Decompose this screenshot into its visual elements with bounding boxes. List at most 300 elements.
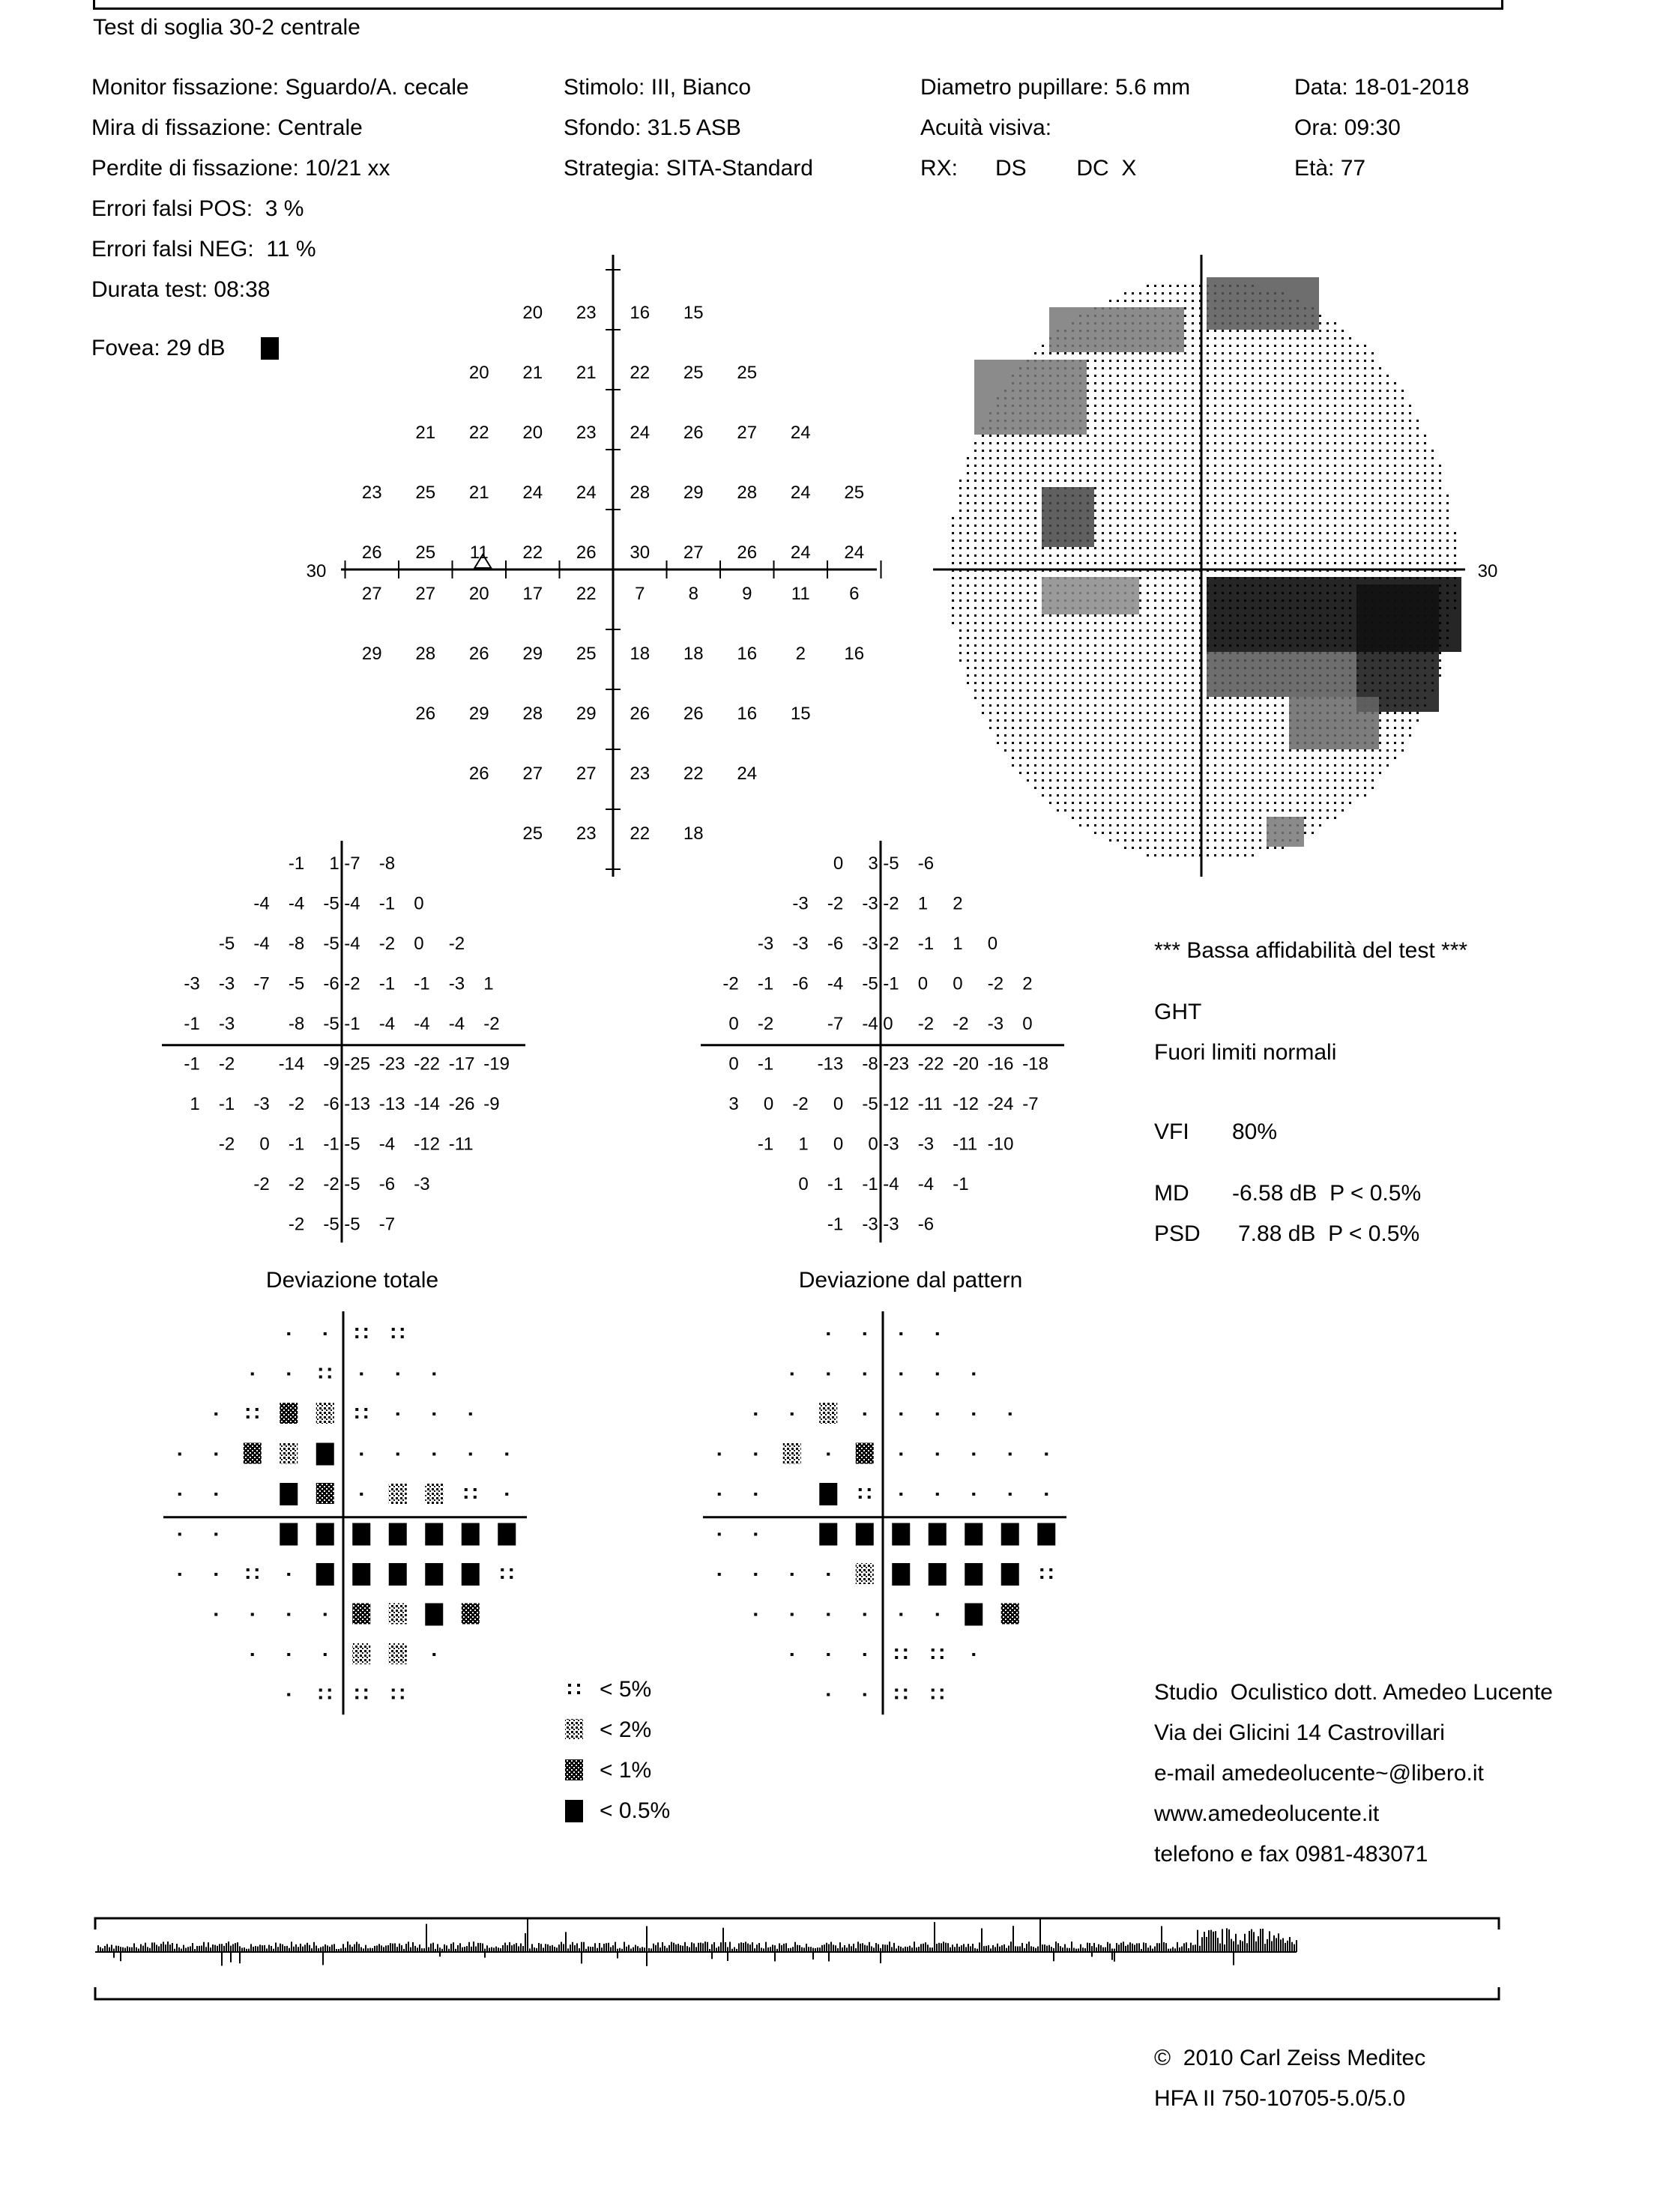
total-deviation-prob-symbol	[256, 1568, 259, 1571]
gaze-bar	[671, 1942, 672, 1952]
threshold-value: 25	[844, 483, 865, 503]
pattern-deviation-value: -2	[883, 893, 899, 914]
gaze-bar	[1080, 1944, 1081, 1952]
total-deviation-prob-symbol	[465, 1496, 468, 1499]
gaze-bar	[151, 1942, 153, 1952]
total-deviation-value: -4	[253, 934, 270, 954]
legend-symbol-p5	[577, 1684, 580, 1687]
gaze-bar	[1109, 1944, 1111, 1952]
total-deviation-value: -2	[218, 1134, 235, 1155]
pattern-deviation-prob-symbol	[895, 1696, 898, 1699]
gaze-bar	[624, 1941, 625, 1952]
pattern-deviation-value: -4	[862, 1014, 878, 1034]
total-deviation-prob-symbol	[328, 1696, 331, 1699]
gaze-bar	[277, 1947, 279, 1952]
gaze-bar	[340, 1948, 342, 1952]
gaze-bar-down	[322, 1952, 324, 1965]
gaze-bar	[864, 1945, 866, 1952]
pattern-deviation-value: -6	[827, 934, 844, 954]
gaze-bar	[828, 1944, 830, 1952]
total-deviation-value: -5	[323, 893, 339, 914]
total-deviation-value: -3	[414, 1174, 430, 1194]
gaze-bar	[491, 1947, 492, 1952]
gaze-bar	[500, 1948, 501, 1952]
gaze-bar	[320, 1947, 322, 1952]
gaze-bar	[217, 1946, 218, 1952]
gaze-bar-down	[120, 1952, 121, 1961]
threshold-value: 26	[683, 704, 704, 724]
pattern-deviation-value: -18	[1022, 1054, 1048, 1075]
total-deviation-prob-symbol	[319, 1696, 322, 1699]
gaze-bar	[446, 1945, 447, 1952]
pattern-deviation-prob-symbol	[936, 1412, 939, 1415]
gaze-bar	[230, 1946, 232, 1952]
gaze-bar	[307, 1943, 308, 1952]
gaze-bar	[779, 1943, 780, 1952]
gaze-bar	[1296, 1940, 1297, 1952]
gaze-bar	[1134, 1945, 1135, 1952]
gaze-bar	[1105, 1947, 1106, 1952]
total-deviation-prob-symbol	[280, 1523, 298, 1546]
gaze-bar-down	[484, 1952, 486, 1958]
total-deviation-prob-symbol	[469, 1453, 472, 1456]
gaze-bar	[606, 1943, 607, 1952]
gaze-bar	[1183, 1943, 1185, 1952]
pattern-deviation-value: -6	[917, 853, 935, 874]
gaze-bar-down	[617, 1952, 618, 1958]
gaze-bar	[549, 1946, 551, 1952]
gaze-bar	[228, 1941, 229, 1952]
gaze-bar	[475, 1947, 477, 1952]
threshold-value: 29	[468, 704, 489, 724]
gaze-bar	[896, 1948, 897, 1952]
gaze-bar	[291, 1941, 292, 1952]
gaze-bar	[226, 1943, 227, 1952]
total-deviation-prob-symbol	[392, 1696, 395, 1699]
total-deviation-prob-symbol	[401, 1689, 404, 1692]
total-deviation-prob-symbol	[328, 1689, 331, 1692]
pattern-deviation-value: -2	[987, 973, 1004, 994]
gaze-bar	[538, 1943, 540, 1952]
gaze-bar	[203, 1942, 205, 1952]
gaze-bar	[516, 1943, 517, 1952]
total-deviation-prob-symbol	[425, 1483, 443, 1504]
gaze-bar	[511, 1945, 513, 1952]
threshold-value: 26	[630, 704, 651, 724]
gaze-bar	[1215, 1931, 1216, 1952]
threshold-value: 16	[737, 644, 758, 664]
gaze-bar	[677, 1944, 679, 1952]
pattern-deviation-prob-symbol	[936, 1493, 939, 1496]
pattern-deviation-prob-symbol	[941, 1656, 944, 1659]
total-deviation-prob-symbol	[280, 1403, 298, 1424]
total-deviation-prob-symbol	[178, 1493, 181, 1496]
total-deviation-value: -8	[288, 934, 305, 954]
gaze-bar	[700, 1942, 701, 1952]
gaze-bar	[581, 1942, 582, 1952]
visual-acuity: Acuità visiva:	[920, 115, 1052, 140]
reliability-warning: *** Bassa affidabilità del test ***	[1154, 938, 1468, 963]
gaze-bar	[698, 1943, 699, 1952]
gaze-bar	[455, 1949, 456, 1952]
threshold-value: 24	[576, 483, 597, 503]
total-deviation-label: Deviazione totale	[265, 1268, 439, 1293]
gaze-bar	[358, 1944, 360, 1952]
gaze-bar	[498, 1947, 499, 1952]
gaze-bar	[979, 1942, 980, 1952]
gaze-bar	[1285, 1943, 1286, 1952]
gaze-bar	[1235, 1934, 1237, 1952]
gaze-bar-down	[727, 1952, 728, 1961]
pattern-deviation-value: -11	[917, 1094, 943, 1114]
gaze-bar	[360, 1947, 362, 1952]
gaze-bar	[342, 1944, 344, 1952]
total-deviation-prob-symbol	[389, 1483, 407, 1504]
gaze-bar	[552, 1945, 553, 1952]
ght-label: GHT	[1154, 1000, 1202, 1024]
threshold-value: 24	[522, 483, 543, 503]
strategy: Strategia: SITA-Standard	[564, 156, 813, 181]
pattern-deviation-prob-symbol	[1009, 1453, 1012, 1456]
pattern-deviation-prob-symbol	[972, 1453, 975, 1456]
gaze-bar	[129, 1947, 130, 1952]
total-deviation-value: -1	[323, 1134, 339, 1155]
pattern-deviation-prob-symbol	[1045, 1493, 1048, 1496]
total-deviation-prob-symbol	[352, 1643, 370, 1664]
gaze-bar	[1253, 1932, 1255, 1952]
gaze-bar	[754, 1948, 755, 1952]
gaze-bar	[1159, 1943, 1160, 1952]
gaze-bar	[628, 1945, 630, 1952]
gaze-bar	[1181, 1947, 1183, 1952]
threshold-value: 21	[415, 423, 436, 443]
clinic-phone: telefono e fax 0981-483071	[1154, 1842, 1428, 1867]
gaze-bar	[574, 1945, 576, 1952]
total-deviation-prob-symbol	[364, 1689, 367, 1692]
total-deviation-prob-symbol	[316, 1443, 334, 1466]
gaze-bar	[599, 1943, 600, 1952]
gaze-bar	[102, 1948, 103, 1952]
threshold-value: 18	[630, 644, 651, 664]
model-version: HFA II 750-10705-5.0/5.0	[1154, 2086, 1406, 2111]
total-deviation-value: -5	[344, 1214, 360, 1235]
grayscale-axis-label-right: 30	[1477, 561, 1498, 581]
total-deviation-value: -1	[218, 1094, 235, 1114]
gaze-bar	[1280, 1939, 1282, 1952]
gaze-bar	[194, 1949, 196, 1952]
threshold-value: 23	[576, 303, 597, 323]
gaze-bar	[295, 1944, 297, 1952]
gaze-bar	[932, 1947, 933, 1952]
pattern-deviation-value: 1	[798, 1134, 809, 1155]
gaze-bar-down	[812, 1952, 814, 1959]
gaze-bar	[1244, 1934, 1246, 1952]
threshold-value: 23	[361, 483, 382, 503]
gaze-bar	[986, 1946, 987, 1952]
pattern-deviation-prob-symbol	[1040, 1576, 1043, 1579]
gaze-bar	[482, 1944, 483, 1952]
gaze-bar	[289, 1948, 290, 1952]
threshold-value: 17	[522, 584, 543, 604]
gaze-bar	[401, 1945, 402, 1952]
gaze-bar	[563, 1944, 564, 1952]
pattern-deviation-value: 0	[798, 1174, 809, 1194]
gaze-bar	[345, 1947, 346, 1952]
pattern-deviation-value: 0	[763, 1094, 774, 1114]
gaze-bar	[1015, 1946, 1016, 1952]
total-deviation-prob-symbol	[355, 1408, 358, 1411]
gaze-bar	[414, 1946, 416, 1952]
pattern-deviation-prob-symbol	[827, 1653, 830, 1656]
gaze-bar	[1206, 1937, 1207, 1952]
total-deviation-prob-symbol	[324, 1613, 327, 1616]
pattern-deviation-prob-symbol	[868, 1496, 871, 1499]
total-deviation-value: -3	[253, 1094, 270, 1114]
gaze-bar	[873, 1947, 875, 1952]
pattern-deviation-prob-symbol	[972, 1373, 975, 1376]
gaze-bar	[675, 1944, 677, 1952]
total-deviation-prob-symbol	[355, 1689, 358, 1692]
gaze-bar-down	[1114, 1952, 1115, 1962]
gaze-bar	[293, 1947, 295, 1952]
gaze-bar	[322, 1946, 324, 1952]
gaze-bar	[1199, 1946, 1201, 1952]
gaze-bar	[419, 1944, 420, 1952]
pattern-deviation-prob-symbol	[929, 1563, 947, 1586]
gaze-bar	[127, 1946, 128, 1952]
threshold-value: 28	[415, 644, 436, 664]
gaze-bar	[756, 1944, 758, 1952]
psd-value: 7.88 dB P < 0.5%	[1238, 1221, 1420, 1246]
total-deviation-value: -1	[414, 973, 430, 994]
total-deviation-prob-symbol	[256, 1576, 259, 1579]
threshold-value: 22	[630, 363, 651, 383]
total-deviation-prob-symbol	[355, 1328, 358, 1331]
pattern-deviation-prob-symbol	[718, 1533, 721, 1536]
gaze-bar	[1042, 1944, 1043, 1952]
pattern-deviation-value: -8	[862, 1054, 878, 1075]
gaze-bar	[282, 1944, 283, 1952]
gaze-bar	[1231, 1939, 1232, 1952]
pattern-deviation-value: -4	[917, 1174, 935, 1194]
pattern-deviation-value: 1	[953, 934, 963, 954]
gaze-bar	[480, 1943, 481, 1952]
pattern-deviation-value: 0	[833, 1134, 844, 1155]
pattern-deviation-prob-symbol	[863, 1693, 866, 1696]
gaze-bar	[486, 1945, 488, 1952]
gaze-bar	[545, 1944, 546, 1952]
total-deviation-prob-symbol	[474, 1488, 477, 1491]
gaze-bar	[882, 1944, 884, 1952]
total-deviation-value: -4	[448, 1014, 465, 1034]
pattern-deviation-prob-symbol	[965, 1563, 983, 1586]
total-deviation-value: -22	[414, 1054, 440, 1075]
gaze-bar	[410, 1947, 411, 1952]
legend-p05: < 0.5%	[600, 1798, 671, 1823]
pattern-deviation-prob-symbol	[941, 1689, 944, 1692]
gaze-bar	[210, 1947, 211, 1952]
gaze-bar	[765, 1942, 767, 1952]
gaze-bar	[219, 1944, 220, 1952]
gaze-bar	[1165, 1943, 1167, 1952]
pattern-deviation-prob-symbol	[965, 1523, 983, 1546]
gaze-bar	[1060, 1946, 1061, 1952]
total-deviation-prob-symbol	[505, 1453, 508, 1456]
gaze-bar	[1258, 1936, 1259, 1952]
pattern-deviation-prob-symbol	[863, 1373, 866, 1376]
pattern-deviation-value: -23	[883, 1054, 909, 1075]
gaze-bar	[1282, 1938, 1284, 1952]
threshold-value: 25	[683, 363, 704, 383]
total-deviation-value: -1	[184, 1014, 200, 1034]
gaze-bar	[718, 1947, 719, 1952]
gaze-bar	[1008, 1946, 1009, 1952]
total-deviation-value: -1	[288, 853, 305, 874]
pattern-deviation-prob-symbol	[899, 1373, 902, 1376]
pattern-deviation-prob-symbol	[856, 1523, 874, 1546]
gaze-bar	[637, 1946, 639, 1952]
pattern-deviation-prob-symbol	[1037, 1523, 1055, 1546]
pupil-diameter: Diametro pupillare: 5.6 mm	[920, 75, 1191, 100]
gaze-bar	[444, 1944, 445, 1952]
gaze-bar	[1066, 1948, 1068, 1952]
pattern-deviation-prob-symbol	[754, 1412, 757, 1415]
pattern-deviation-prob-symbol	[936, 1453, 939, 1456]
gaze-bar	[621, 1949, 623, 1952]
gaze-bar-down	[439, 1952, 441, 1956]
total-deviation-value: -14	[414, 1094, 440, 1114]
total-deviation-value: -5	[323, 934, 339, 954]
gaze-bar	[860, 1944, 861, 1952]
threshold-value: 29	[683, 483, 704, 503]
pattern-deviation-prob-symbol	[936, 1373, 939, 1376]
gaze-bar	[181, 1949, 182, 1952]
gaze-bar	[518, 1946, 519, 1952]
gaze-bar-down	[1053, 1952, 1054, 1961]
total-deviation-value: -4	[344, 893, 360, 914]
gaze-bar	[934, 1922, 935, 1952]
pattern-deviation-value: -2	[757, 1014, 774, 1034]
gaze-bar	[1082, 1947, 1084, 1952]
gaze-bar-down	[221, 1952, 223, 1965]
gaze-bar	[925, 1942, 926, 1952]
pattern-deviation-prob-symbol	[827, 1573, 830, 1576]
pattern-deviation-prob-symbol	[1045, 1453, 1048, 1456]
gaze-bar	[740, 1942, 742, 1952]
gaze-bar	[871, 1946, 872, 1952]
threshold-value: 23	[576, 423, 597, 443]
gaze-bar	[992, 1945, 994, 1952]
legend-symbol-p5	[568, 1684, 571, 1687]
gaze-bar	[772, 1944, 773, 1952]
total-deviation-prob-symbol	[401, 1696, 404, 1699]
total-deviation-value: -2	[344, 973, 360, 994]
threshold-value: 22	[630, 824, 651, 844]
gaze-bar	[399, 1944, 400, 1952]
gaze-bar	[531, 1944, 533, 1952]
gaze-bar	[417, 1947, 418, 1952]
total-deviation-value: -4	[288, 893, 305, 914]
total-deviation-value: -13	[378, 1094, 405, 1114]
pattern-deviation-prob-symbol	[932, 1689, 935, 1692]
gaze-bar	[1039, 1919, 1041, 1952]
gaze-bar	[1136, 1943, 1138, 1952]
age: Età: 77	[1294, 156, 1366, 181]
pattern-deviation-value: 0	[833, 853, 844, 874]
gaze-bar	[1087, 1943, 1088, 1952]
pattern-deviation-value: -22	[917, 1054, 944, 1075]
gaze-bar	[271, 1946, 272, 1952]
gaze-bar	[1150, 1945, 1151, 1952]
gaze-bar	[205, 1947, 207, 1952]
total-deviation-prob-symbol	[247, 1408, 250, 1411]
gaze-bar	[327, 1945, 328, 1952]
gaze-bar-down	[646, 1952, 648, 1966]
total-deviation-prob-symbol	[462, 1604, 480, 1625]
gaze-bar	[468, 1942, 470, 1952]
gaze-bar	[385, 1945, 387, 1952]
gaze-bar	[590, 1947, 591, 1952]
gaze-bar	[208, 1942, 209, 1952]
threshold-value: 8	[688, 584, 698, 604]
total-deviation-prob-symbol	[396, 1453, 399, 1456]
gaze-bar	[689, 1947, 690, 1952]
gaze-bar	[812, 1948, 814, 1952]
gaze-bar	[1195, 1944, 1196, 1952]
total-deviation-prob-symbol	[280, 1483, 298, 1505]
clinic-name: Studio Oculistico dott. Amedeo Lucente	[1154, 1680, 1553, 1705]
total-deviation-prob-symbol	[316, 1563, 334, 1586]
gaze-bar	[120, 1947, 121, 1952]
gaze-bar	[965, 1947, 967, 1952]
threshold-value: 2	[795, 644, 806, 664]
gaze-bar	[185, 1948, 187, 1952]
gaze-bar	[680, 1945, 681, 1952]
threshold-value: 21	[576, 363, 597, 383]
threshold-value: 11	[791, 584, 810, 604]
gaze-bar	[947, 1943, 949, 1952]
total-deviation-value: -2	[448, 934, 465, 954]
gaze-bar	[1147, 1947, 1149, 1952]
total-deviation-prob-symbol	[465, 1488, 468, 1491]
gaze-bar	[176, 1944, 178, 1952]
total-deviation-value: -5	[323, 1214, 339, 1235]
pattern-deviation-value: 2	[953, 893, 963, 914]
total-deviation-prob-symbol	[319, 1368, 322, 1371]
pattern-deviation-value: 0	[987, 934, 998, 954]
gaze-bar	[981, 1928, 983, 1952]
pattern-deviation-value: 3	[868, 853, 878, 874]
gaze-bar	[1046, 1946, 1048, 1952]
threshold-value: 20	[522, 423, 543, 443]
threshold-value: 26	[737, 543, 758, 563]
gaze-bar	[437, 1944, 438, 1952]
pattern-deviation-prob-symbol	[936, 1332, 939, 1335]
gaze-bar	[313, 1942, 315, 1952]
gaze-bar	[264, 1945, 265, 1952]
gaze-bar	[927, 1944, 929, 1952]
gaze-bar	[767, 1947, 769, 1952]
gaze-bar	[457, 1945, 459, 1952]
gaze-bar	[601, 1947, 603, 1952]
gaze-bar	[262, 1945, 263, 1952]
pattern-deviation-prob-symbol	[819, 1483, 837, 1505]
total-deviation-prob-symbol	[287, 1373, 290, 1376]
total-deviation-value: -7	[344, 853, 360, 874]
gaze-bar	[588, 1947, 589, 1952]
gaze-bar	[255, 1946, 256, 1952]
pattern-deviation-value: -1	[757, 1134, 774, 1155]
